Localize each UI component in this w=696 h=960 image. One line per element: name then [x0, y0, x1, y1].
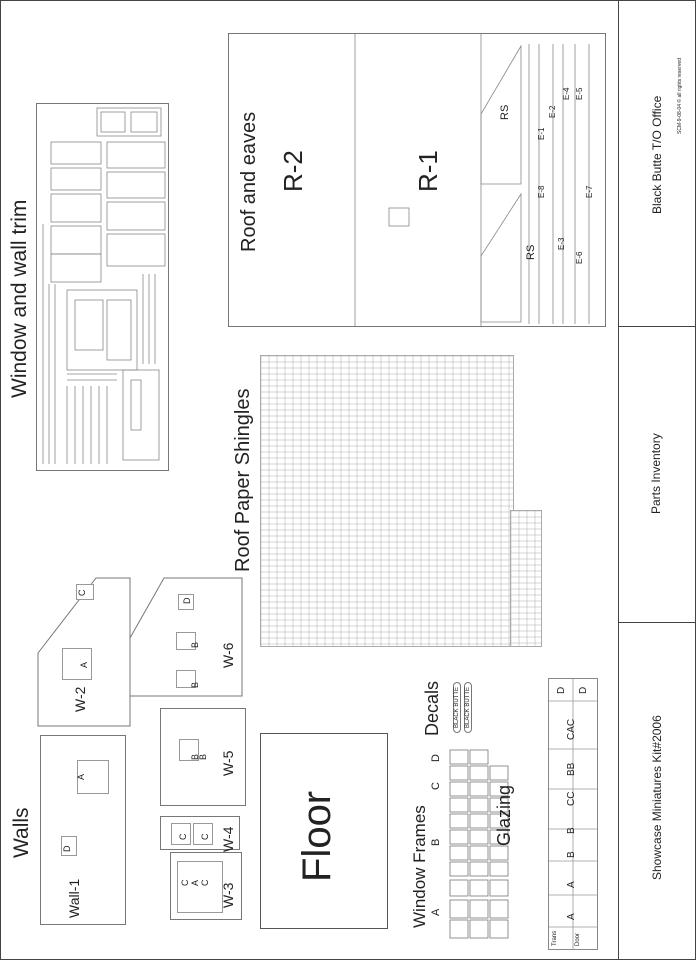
part-w4: W-4: [220, 826, 236, 852]
part-w2: W-2: [72, 686, 88, 712]
glazing-label-door: Door: [575, 932, 581, 946]
section-label-window-frames: Window Frames: [410, 805, 429, 928]
part-r1: R-1: [413, 150, 443, 192]
mark-d-wall1: D: [62, 845, 72, 852]
part-w3: W-3: [220, 882, 236, 908]
mark-a-w2: A: [79, 661, 89, 668]
section-label-window-trim: Window and wall trim: [8, 199, 31, 398]
shingles-sheet: [260, 355, 514, 647]
mark-c-w3-2: C: [200, 879, 210, 886]
section-label-roof: Roof and eaves: [238, 111, 260, 252]
part-e7: E-7: [585, 185, 594, 198]
part-e3: E-3: [557, 237, 566, 250]
frame-label-b: B: [430, 838, 442, 846]
mark-b-w6-1: B: [190, 641, 200, 648]
mark-c-w3-1: C: [180, 879, 190, 886]
part-e1: E-1: [537, 127, 546, 140]
mark-d-w6: D: [182, 597, 192, 604]
mark-a-w3: A: [190, 879, 200, 886]
glazing-cell-1: A: [566, 913, 577, 920]
glazing-cell-9: D: [578, 686, 589, 694]
glazing-cell-2: A: [566, 881, 577, 888]
frame-label-d: D: [430, 754, 442, 762]
title-inventory: Parts Inventory: [649, 433, 663, 514]
part-rs-bottom: RS: [525, 244, 537, 260]
section-label-walls: Walls: [10, 807, 33, 858]
decal-1: BLACK BUTTE: [453, 682, 461, 733]
mark-c-w2: C: [77, 589, 87, 596]
title-copyright: SCM-9-08-04 © all rights reserved: [677, 58, 683, 134]
title-block-divider-1: [619, 326, 696, 327]
part-e6: E-6: [575, 251, 584, 264]
title-project: Black Butte T/O Office: [650, 95, 664, 214]
shingles-sheet-extension: [510, 510, 542, 647]
part-rs-top: RS: [499, 104, 511, 120]
glazing-cell-6: BB: [566, 762, 577, 776]
part-e4: E-4: [562, 87, 571, 100]
part-e8: E-8: [537, 185, 546, 198]
shingle-grid: [261, 356, 513, 646]
section-label-decals: Decals: [422, 680, 442, 736]
frame-label-c: C: [430, 782, 442, 790]
glazing-cell-8: D: [556, 686, 567, 694]
glazing-cell-3: B: [566, 851, 577, 858]
part-floor: Floor: [295, 790, 339, 882]
window-trim-pieces: [37, 104, 168, 470]
section-label-shingles: Roof Paper Shingles: [232, 388, 254, 572]
frame-label-a: A: [430, 908, 442, 916]
part-w6: W-6: [220, 642, 236, 668]
glazing-cell-4: B: [566, 827, 577, 834]
part-e2: E-2: [548, 105, 557, 118]
mark-a-wall1: A: [76, 773, 86, 780]
mark-b-w6-2: B: [190, 681, 200, 688]
glazing-label-trans: Trans: [552, 930, 558, 946]
part-wall1: Wall-1: [66, 878, 82, 918]
mark-c-w4-1: C: [178, 833, 188, 840]
mark-b-w5-1: B: [190, 753, 200, 760]
part-e5: E-5: [575, 87, 584, 100]
part-r2: R-2: [278, 150, 308, 192]
window-trim-sheet: [36, 103, 169, 471]
wall-1: [40, 735, 126, 925]
mark-b-w5-2: B: [198, 753, 208, 760]
glazing-cell-5: CC: [566, 791, 577, 806]
decal-2: BLACK BUTTE: [464, 682, 472, 733]
part-w5: W-5: [220, 750, 236, 776]
title-block-divider-2: [619, 622, 696, 623]
title-company: Showcase Miniatures Kit#2006: [650, 715, 664, 880]
mark-c-w4-2: C: [200, 833, 210, 840]
wall-w6: [130, 578, 242, 696]
section-label-glazing: Glazing: [494, 784, 514, 846]
glazing-cell-7: CAC: [566, 718, 577, 740]
